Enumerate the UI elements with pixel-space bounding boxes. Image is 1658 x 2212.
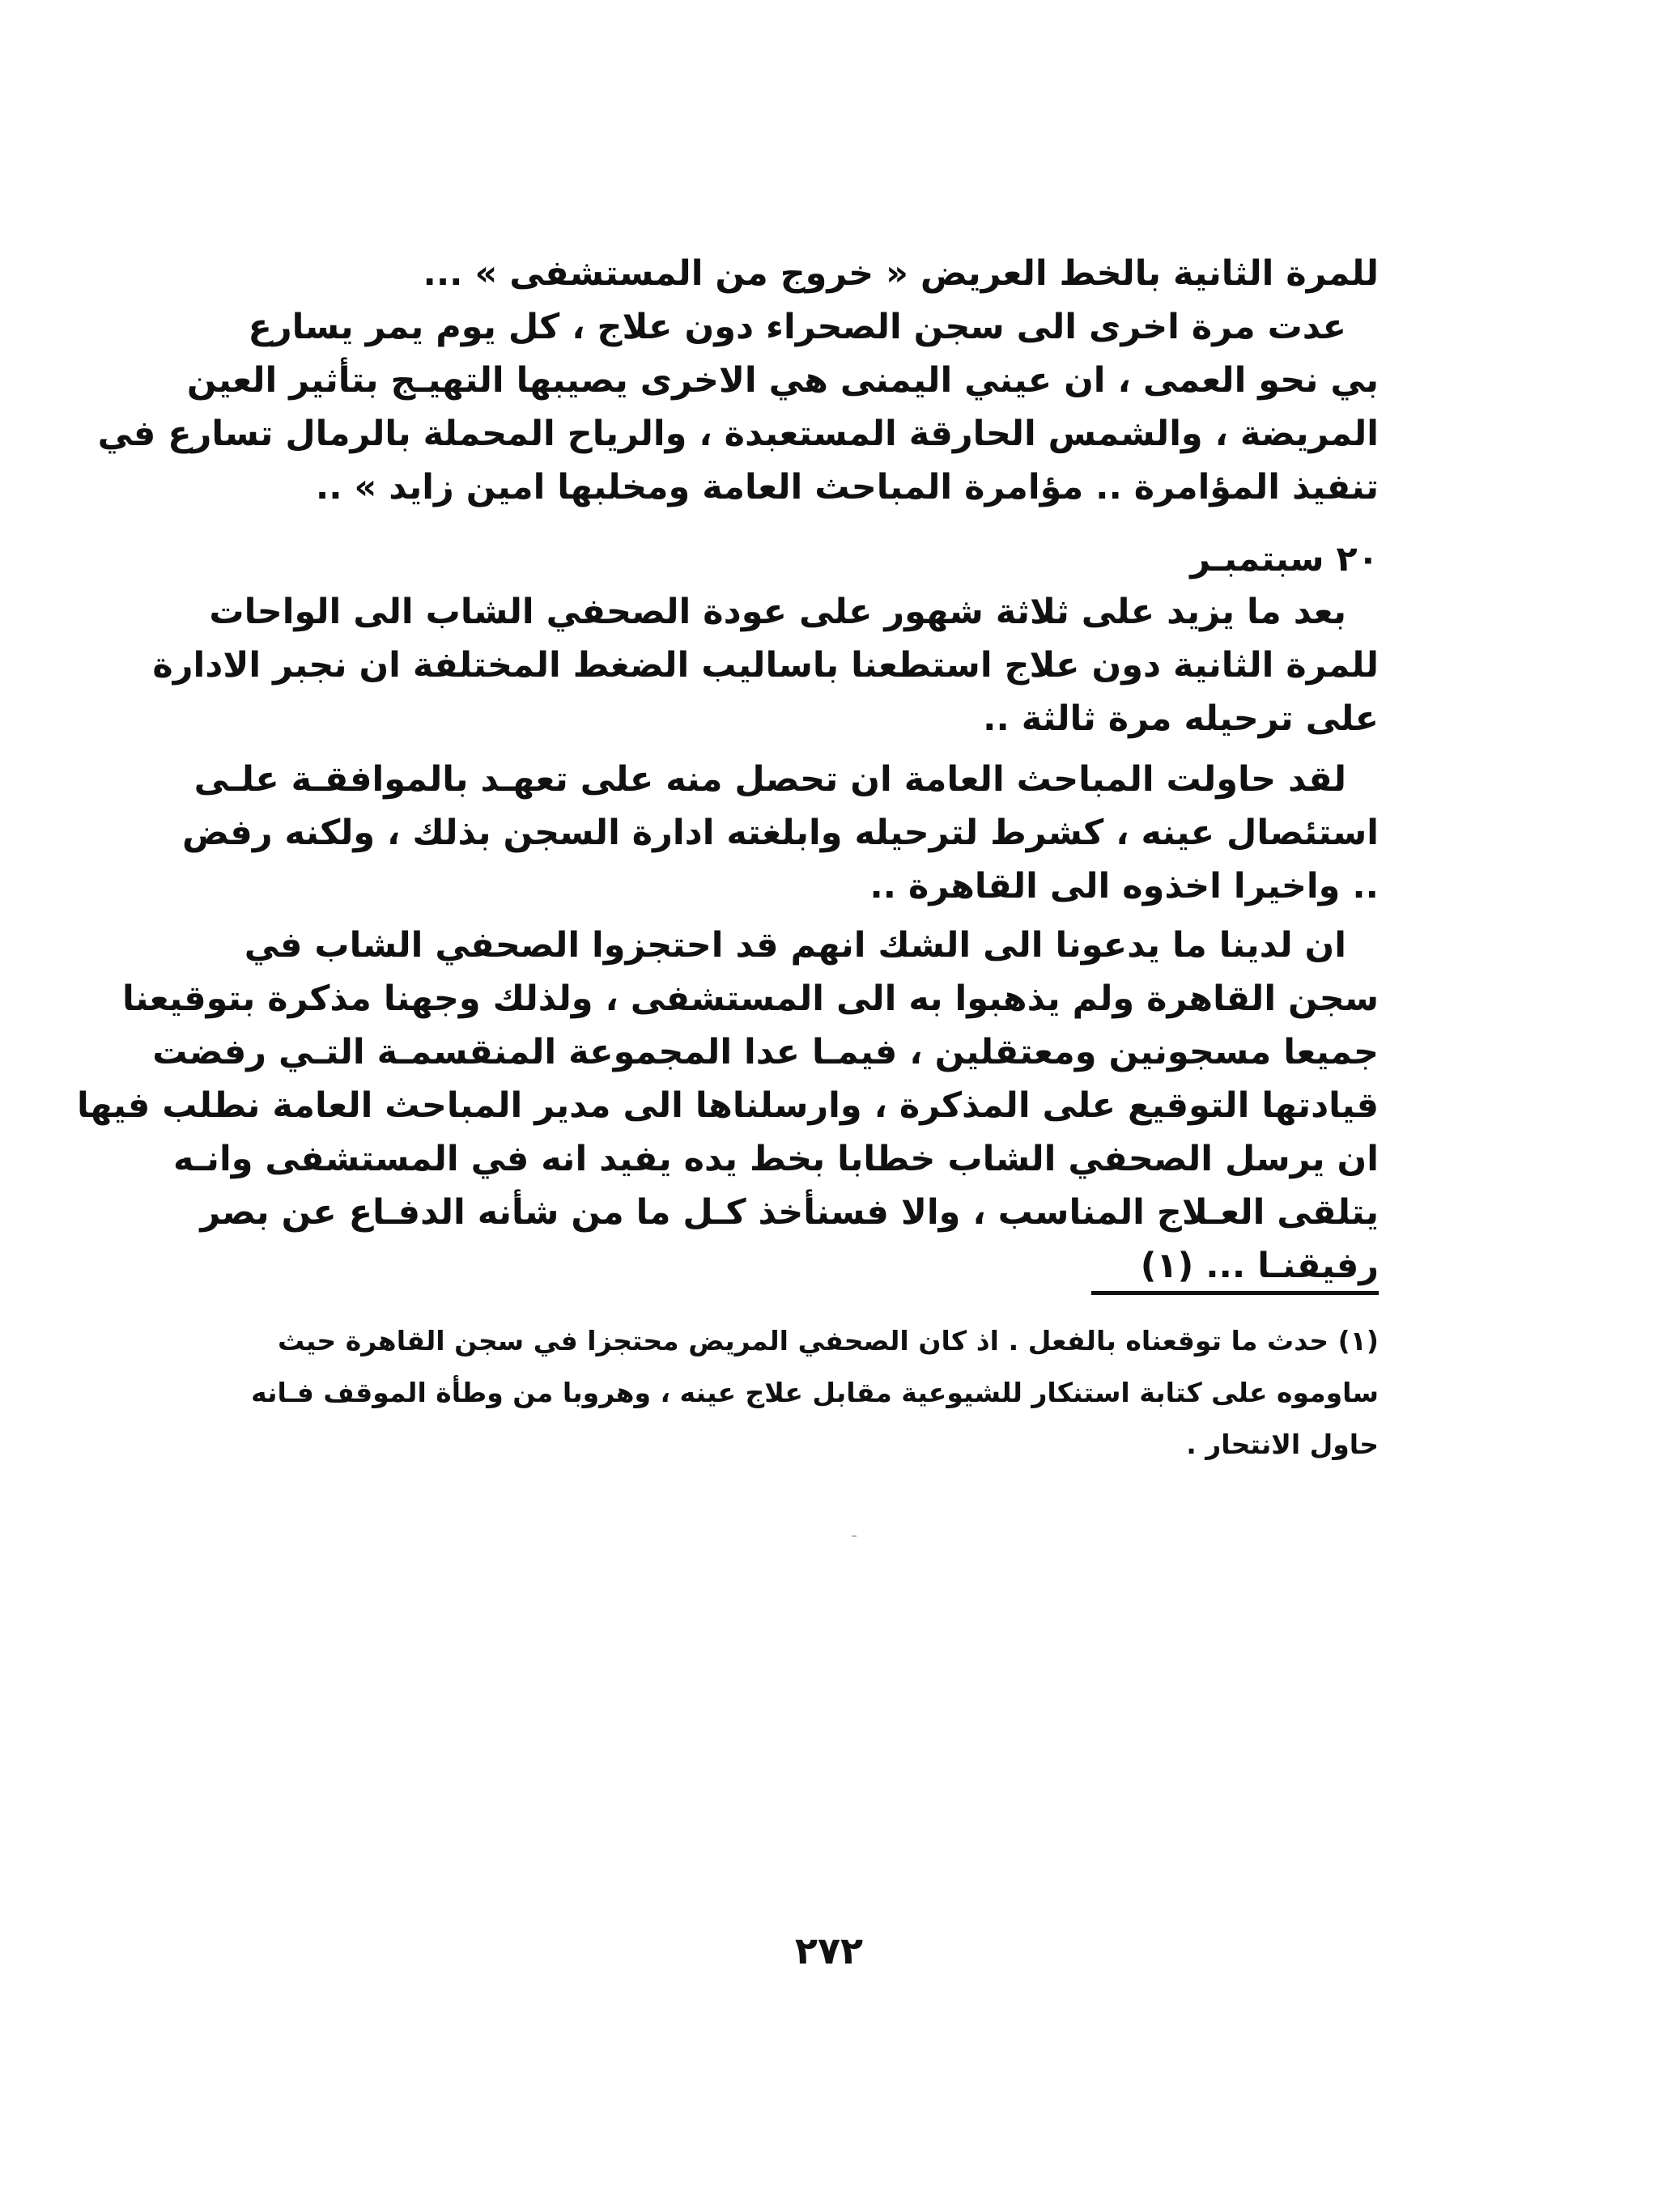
text-line: بي نحو العمى ، ان عيني اليمنى هي الاخرى يصيبها التهيـج بتأثير العين (186, 360, 1379, 401)
text-line: سجن القاهرة ولم يذهبوا به الى المستشفى ، ولذلك وجهنا مذكرة بتوقيعنا (121, 979, 1379, 1019)
text-line: على ترحيله مرة ثالثة .. (983, 698, 1379, 739)
text-line: للمرة الثانية دون علاج استطعنا باساليب الضغط المختلفة ان نجبر الادارة (152, 645, 1379, 686)
footnote-line: ساوموه على كتابة استنكار للشيوعية مقابل علاج عينه ، وهروبا من وطأة الموقف فـانه (251, 1377, 1379, 1408)
paragraph-eye-removal (182, 753, 1379, 913)
text-line: ان يرسل الصحفي الشاب خطابا بخط يده يفيد انه في المستشفى وانـه (173, 1139, 1379, 1179)
text-line: قيادتها التوقيع على المذكرة ، وارسلناها الى مدير المباحث العامة نطلب فيها (77, 1085, 1379, 1126)
text-line: المريضة ، والشمس الحارقة المستعبدة ، والرياح المحملة بالرمال تسارع في (97, 414, 1379, 454)
scan-speck (852, 1535, 857, 1537)
footnote-divider (1091, 1291, 1379, 1295)
date-heading (278, 533, 1379, 586)
paragraph-transfer (152, 585, 1379, 745)
footnote-line: حاول الانتحار . (1186, 1429, 1379, 1460)
text-line: لقد حاولت المباحث العامة ان تحصل منه على تعهـد بالموافقـة علـى (193, 759, 1346, 800)
text-line: يتلقى العـلاج المناسب ، والا فسنأخذ كـل ما من شأنه الدفـاع عن بصر (200, 1192, 1379, 1233)
text-line: استئصال عينه ، كشرط لترحيله وابلغته ادارة السجن بذلك ، ولكنه رفض (182, 813, 1379, 853)
footnote-line: (١) حدث ما توقعناه بالفعل . اذ كان الصحفي المريض محتجزا في سجن القاهرة حيث (278, 1325, 1379, 1356)
text-line: جميعا مسجونين ومعتقلين ، فيمـا عدا المجموعة المنقسمـة التـي رفضت (152, 1032, 1379, 1072)
paragraph-memorandum (77, 919, 1379, 1293)
text-line: للمرة الثانية بالخط العريض « خروج من المستشفى » ... (423, 253, 1379, 294)
text-line: رفيقنـا ... (١) (1140, 1246, 1379, 1286)
text-line: بعد ما يزيد على ثلاثة شهور على عودة الصحفي الشاب الى الواحات (209, 592, 1346, 632)
page-number: ٢٧٢ (794, 1929, 864, 1972)
text-line: ان لدينا ما يدعونا الى الشك انهم قد احتجزوا الصحفي الشاب في (244, 925, 1346, 966)
text-line: تنفيذ المؤامرة .. مؤامرة المباحث العامة ومخلبها امين زايد » .. (315, 467, 1379, 507)
date-line: ٢٠ سبتمبـر (1190, 539, 1379, 580)
paragraph-hospital-exit (97, 247, 1379, 514)
footnote (251, 1315, 1379, 1471)
text-line: عدت مرة اخرى الى سجن الصحراء دون علاج ، كل يوم يمر يسارع (248, 307, 1346, 347)
text-line: .. واخيرا اخذوه الى القاهرة .. (869, 866, 1379, 906)
